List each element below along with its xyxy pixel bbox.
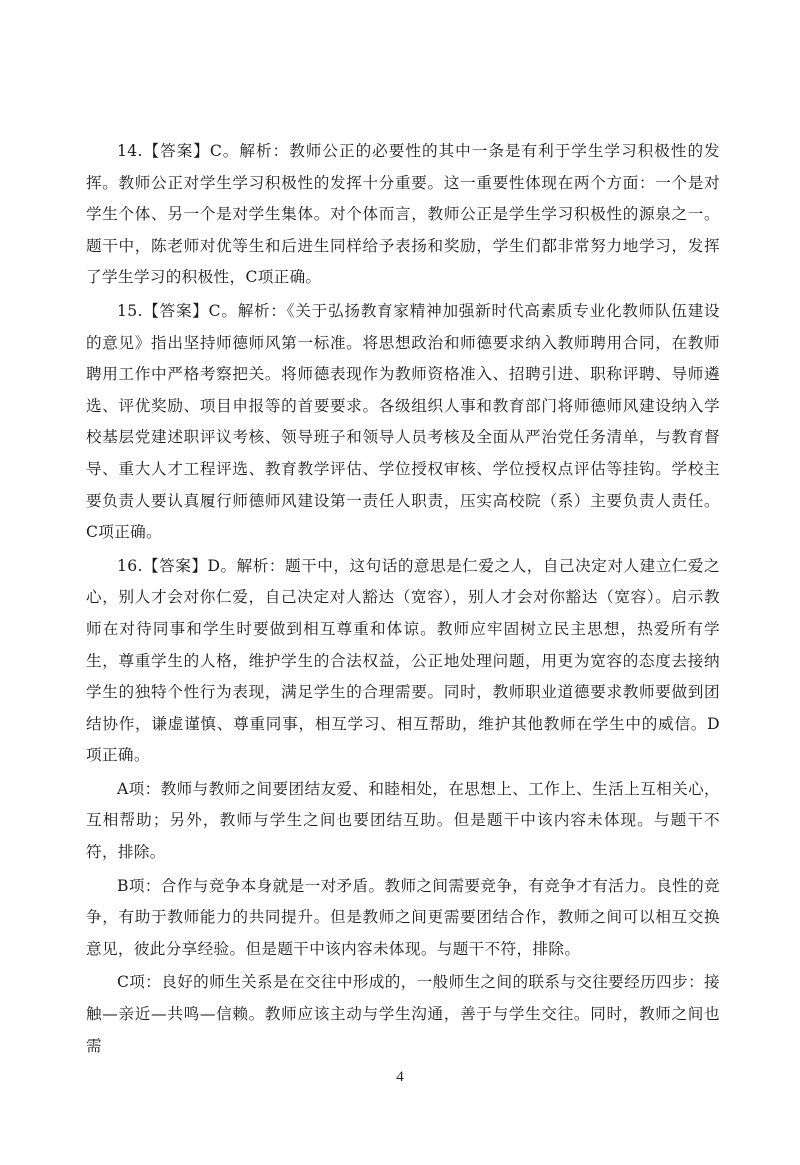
answer-paragraph-15: 15.【答案】C。解析：《关于弘扬教育家精神加强新时代高素质专业化教师队伍建设的意见》指出坚持师德师风第一标准。将思想政治和师德要求纳入教师聘用合同，在教师聘用工作中严格考察把关。将师德表现作为教师资格准入、招聘引进、职称评聘、导师遴选、评优奖励、项目申报等的首要要求。各级组织人事和教育部门将师德师风建设纳入学校基层党建述职评议考核、领导班子和领导人员考核及全面从严治党任务清单，与教育督导、重大人才工程评选、教育教学评估、学位授权审核、学位授权点评估等挂钩。学校主要负责人要认真履行师德师风建设第一责任人职责，压实高校院（系）主要负责人责任。C项正确。 bbox=[86, 301, 720, 542]
answer-paragraph-16: 16.【答案】D。解析：题干中，这句话的意思是仁爱之人，自己决定对人建立仁爱之心，别人才会对你仁爱，自己决定对人豁达（宽容），别人才会对你豁达（宽容）。启示教师在对待同事和学生时要做到相互尊重和体谅。教师应牢固树立民主思想，热爱所有学生，尊重学生的人格，维护学生的合法权益，公正地处理问题，用更为宽容的态度去接纳学生的独特个性行为表现，满足学生的合理需要。同时，教师职业道德要求教师要做到团结协作，谦虚谨慎、尊重同事，相互学习、相互帮助，维护其他教师在学生中的威信。D项正确。 bbox=[86, 556, 720, 765]
option-c-paragraph: C项：良好的师生关系是在交往中形成的，一般师生之间的联系与交往要经历四步：接触—亲近—共鸣—信赖。教师应该主动与学生沟通，善于与学生交往。同时，教师之间也需 bbox=[86, 973, 720, 1055]
answer-paragraph-14: 14.【答案】C。解析：教师公正的必要性的其中一条是有利于学生学习积极性的发挥。教师公正对学生学习积极性的发挥十分重要。这一重要性体现在两个方面：一个是对学生个体、另一个是对学生集体。对个体而言，教师公正是学生学习积极性的源泉之一。题干中，陈老师对优等生和后进生同样给予表扬和奖励，学生们都非常努力地学习，发挥了学生学习的积极性，C项正确。 bbox=[86, 142, 720, 287]
option-a-paragraph: A项：教师与教师之间要团结友爱、和睦相处，在思想上、工作上、生活上互相关心，互相帮助；另外，教师与学生之间也要团结互助。但是题干中该内容未体现。与题干不符，排除。 bbox=[86, 779, 720, 862]
document-body bbox=[86, 136, 720, 1062]
option-b-paragraph: B项：合作与竞争本身就是一对矛盾。教师之间需要竞争，有竞争才有活力。良性的竞争，有助于教师能力的共同提升。但是教师之间更需要团结合作，教师之间可以相互交换意见，彼此分享经验。但是题干中该内容未体现。与题干不符，排除。 bbox=[86, 876, 720, 958]
page-number: 4 bbox=[396, 1069, 404, 1085]
